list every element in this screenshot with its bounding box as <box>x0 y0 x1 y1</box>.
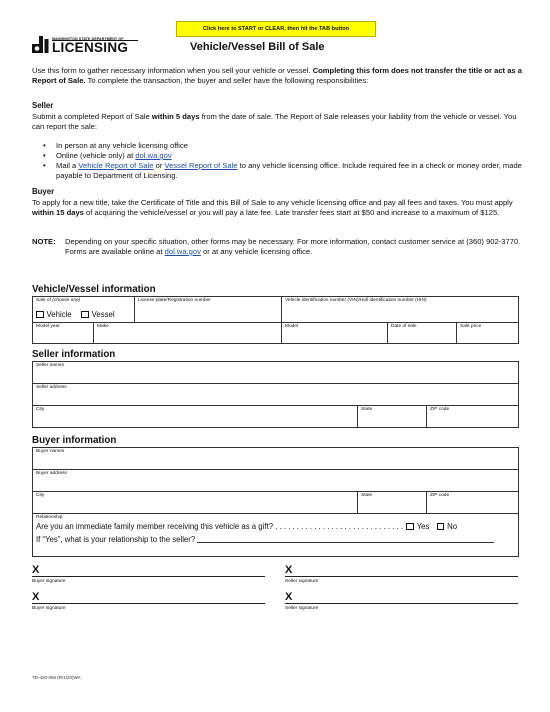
model-label: Model <box>285 324 299 329</box>
vehicle-info-title: Vehicle/Vessel information <box>32 284 156 295</box>
relationship-row <box>36 535 515 544</box>
logo-agency-big-text: LICENSING <box>52 40 129 55</box>
model-cell <box>282 323 388 344</box>
list-item <box>36 151 522 161</box>
seller-signature-caption: Seller signature <box>285 579 319 584</box>
buyer-zip-cell <box>427 492 519 514</box>
seller-signature-block-2[interactable] <box>285 592 518 611</box>
vessel-checkbox[interactable] <box>81 311 89 319</box>
signature-x-mark: X <box>32 564 40 576</box>
date-of-sale-label: Date of sale <box>391 324 417 329</box>
signature-line <box>285 603 518 604</box>
seller-address-cell <box>33 384 519 406</box>
model-year-input[interactable] <box>36 330 90 338</box>
dol-website-link[interactable]: dol.wa.gov <box>135 151 172 160</box>
date-of-sale-input[interactable] <box>391 330 453 338</box>
list-item <box>36 161 522 181</box>
sale-of-text: Sale of <box>36 298 51 303</box>
buyer-bold: within 15 days <box>32 208 84 217</box>
note-text <box>65 237 523 257</box>
sale-price-cell <box>457 323 519 344</box>
seller-bullet-list <box>36 141 522 181</box>
make-label: Make <box>97 324 109 329</box>
gift-yes-checkbox[interactable] <box>406 523 414 531</box>
signature-line <box>285 576 518 577</box>
buyer-city-label: City <box>36 493 45 498</box>
seller-text-1: Submit a completed Report of Sale <box>32 112 152 121</box>
seller-names-label: Seller names <box>36 363 64 368</box>
vessel-option-label: Vessel <box>91 310 115 319</box>
make-cell <box>94 323 282 344</box>
dol-logo-icon <box>32 36 49 53</box>
buyer-address-label: Buyer address <box>36 471 67 476</box>
sale-price-input[interactable] <box>460 330 515 338</box>
seller-city-label: City <box>36 407 45 412</box>
buyer-text-1: To apply for a new title, take the Certificate of Title and this Bill of Sale to any vehicle licensing office and pay all fees and taxes. You must apply <box>32 198 513 207</box>
seller-text-2: from the date of sale. The Report of Sale releases your liability from the vehicle or vessel. You can report the sale: <box>32 112 517 131</box>
seller-names-cell <box>33 362 519 384</box>
seller-paragraph <box>32 112 522 132</box>
vehicle-report-of-sale-link[interactable]: Vehicle Report of Sale <box>78 161 154 170</box>
seller-names-input[interactable] <box>36 369 515 377</box>
seller-state-label: State <box>361 407 373 412</box>
vin-input[interactable] <box>285 304 515 312</box>
vehicle-option-label: Vehicle <box>46 310 72 319</box>
signature-line <box>32 603 265 604</box>
start-clear-button[interactable]: Click here to START or CLEAR, then hit the TAB button <box>176 21 376 37</box>
seller-address-label: Seller address <box>36 385 67 390</box>
bullet-3-or: or <box>153 161 165 170</box>
seller-state-input[interactable] <box>361 413 423 421</box>
list-item <box>36 141 522 151</box>
seller-zip-label: ZIP code <box>430 407 450 412</box>
logo-agency-small-text: WASHINGTON STATE DEPARTMENT OF <box>52 37 124 41</box>
relationship-cell <box>33 514 519 557</box>
buyer-state-label: State <box>361 493 373 498</box>
buyer-signature-block-2[interactable] <box>32 592 265 611</box>
buyer-address-input[interactable] <box>36 477 515 485</box>
buyer-paragraph <box>32 198 522 218</box>
buyer-info-title: Buyer information <box>32 435 117 446</box>
form-number: TD-420-065 (R/1/20)WA <box>32 675 81 680</box>
buyer-zip-label: ZIP code <box>430 493 450 498</box>
seller-signature-block-1[interactable] <box>285 565 518 584</box>
buyer-address-cell <box>33 470 519 492</box>
model-input[interactable] <box>285 330 384 338</box>
vin-cell <box>282 297 519 323</box>
plate-label: License plate/Registration number <box>138 298 211 303</box>
buyer-names-input[interactable] <box>36 455 515 463</box>
bullet-2-text: Online (vehicle only) at <box>56 151 136 160</box>
gift-no-checkbox[interactable] <box>437 523 445 531</box>
model-year-label: Model year <box>36 324 60 329</box>
seller-zip-input[interactable] <box>430 413 515 421</box>
seller-city-input[interactable] <box>36 413 354 421</box>
gift-yes-label: Yes <box>416 522 430 531</box>
buyer-heading: Buyer <box>32 187 55 196</box>
page-title: Vehicle/Vessel Bill of Sale <box>190 41 325 53</box>
seller-info-title: Seller information <box>32 349 116 360</box>
make-input[interactable] <box>97 330 278 338</box>
buyer-state-cell <box>358 492 427 514</box>
buyer-text-2: of acquiring the vehicle/vessel or you will pay a late fee. Late transfer fees start at $50 and increase to a maximum of $125. <box>83 208 500 217</box>
buyer-names-label: Buyer names <box>36 449 65 454</box>
intro-text-1: Use this form to gather necessary information when you sell your vehicle or vessel. <box>32 66 313 75</box>
buyer-names-cell <box>33 448 519 470</box>
bullet-1-text: In person at any vehicle licensing office <box>56 141 188 150</box>
buyer-city-cell <box>33 492 358 514</box>
intro-paragraph <box>32 66 522 86</box>
dol-logo <box>32 34 142 56</box>
seller-zip-cell <box>427 406 519 428</box>
seller-bold: within 5 days <box>151 112 200 121</box>
vessel-report-of-sale-link[interactable]: Vessel Report of Sale <box>164 161 238 170</box>
seller-signature-caption: Seller signature <box>285 606 319 611</box>
gift-question-text: Are you an immediate family member receiving this vehicle as a gift? . . . . . . . . . . . . . . . . . . . . . . . . . . . . . . <box>36 522 404 531</box>
buyer-state-input[interactable] <box>361 499 423 507</box>
plate-input[interactable] <box>138 304 278 312</box>
intro-bold: Completing this form does not transfer the title or act as a Report of Sale. <box>32 66 522 85</box>
buyer-signature-block-1[interactable] <box>32 565 265 584</box>
bullet-3-text-a: Mail a <box>56 161 79 170</box>
vin-label: Vehicle identification number (VIN)/Hull identification number (HIN) <box>285 298 427 303</box>
buyer-info-table <box>32 447 519 557</box>
seller-heading: Seller <box>32 101 54 110</box>
seller-info-table <box>32 361 519 428</box>
note-text-a: Depending on your specific situation, other forms may be necessary. For more information, contact customer service at (360) 902-3770. Forms are available online at <box>65 237 521 256</box>
sale-price-label: Sale price <box>460 324 482 329</box>
buyer-zip-input[interactable] <box>430 499 515 507</box>
choose-one-text: (choose one) <box>52 298 81 303</box>
model-year-cell <box>33 323 94 344</box>
gift-no-label: No <box>447 522 458 531</box>
sale-of-options <box>36 304 120 321</box>
date-of-sale-cell <box>388 323 457 344</box>
gift-question-row <box>36 522 515 531</box>
signature-line <box>32 576 265 577</box>
seller-city-cell <box>33 406 358 428</box>
buyer-signature-caption: Buyer signature <box>32 606 66 611</box>
dol-website-link-note[interactable]: dol.wa.gov <box>164 247 201 256</box>
plate-cell <box>135 297 282 323</box>
relationship-input[interactable] <box>197 535 494 543</box>
buyer-signature-caption: Buyer signature <box>32 579 66 584</box>
intro-text-2: To complete the transaction, the buyer and seller have the following responsibilities: <box>85 76 369 85</box>
sale-of-cell <box>33 297 135 323</box>
vehicle-checkbox[interactable] <box>36 311 44 319</box>
seller-state-cell <box>358 406 427 428</box>
signature-x-mark: X <box>285 591 293 603</box>
note-label: NOTE: <box>32 237 56 246</box>
relationship-label: Relationship <box>36 515 63 520</box>
bullet-3-text-b: to any vehicle licensing office. Include required fee in a check or money order, made payable to Department of Licensing. <box>56 161 522 180</box>
signature-x-mark: X <box>32 591 40 603</box>
note-text-b: or at any vehicle licensing office. <box>200 247 313 256</box>
if-yes-text: If “Yes”, what is your relationship to the seller? <box>36 535 196 544</box>
seller-address-input[interactable] <box>36 391 515 399</box>
signature-x-mark: X <box>285 564 293 576</box>
buyer-city-input[interactable] <box>36 499 354 507</box>
vehicle-info-table <box>32 296 519 344</box>
